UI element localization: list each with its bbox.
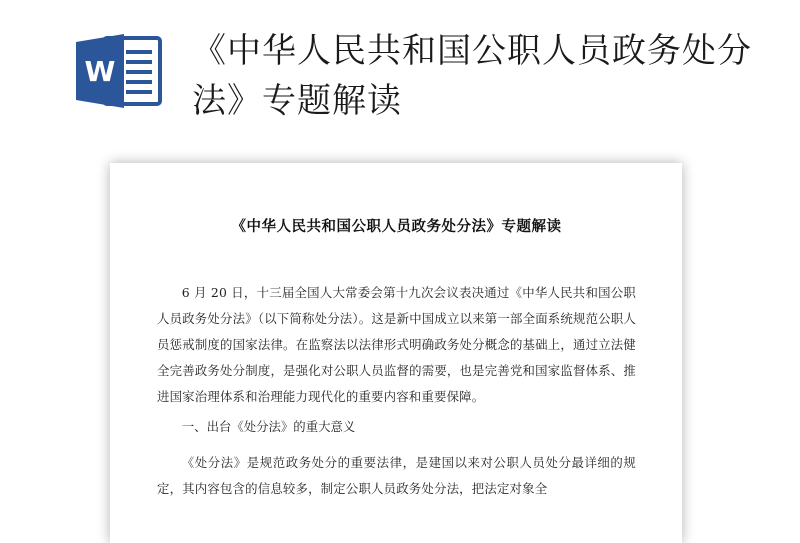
word-icon — [74, 32, 166, 110]
page-title: 《中华人民共和国公职人员政务处分法》专题解读 — [192, 31, 752, 121]
paragraph: 6 月 20 日，十三届全国人大常委会第十九次会议表决通过《中华人民共和国公职人员政务处分法》（以下简称处分法）。这是新中国成立以来第一部全面系统规范公职人员惩戒制度的国家法律。在监察法以法律形式明确政务处分概念的基础上，通过立法健全完善政务处分制度，是强化对公职人员监督的需要，也是完善党和国家监督体系、推进国家治理体系和治理能力现代化的重要内容和重要保障。 — [157, 285, 636, 404]
section-heading: 一、出台《处分法》的重大意义 — [181, 419, 356, 434]
document-page — [110, 163, 682, 543]
svg-text:W: W — [84, 55, 116, 88]
document-title: 《中华人民共和国公职人员政务处分法》专题解读 — [231, 218, 562, 235]
paragraph: 《处分法》是规范政务处分的重要法律，是建国以来对公职人员处分最详细的规定，其内容包含的信息较多，制定公职人员政务处分法，把法定对象全 — [157, 455, 636, 496]
